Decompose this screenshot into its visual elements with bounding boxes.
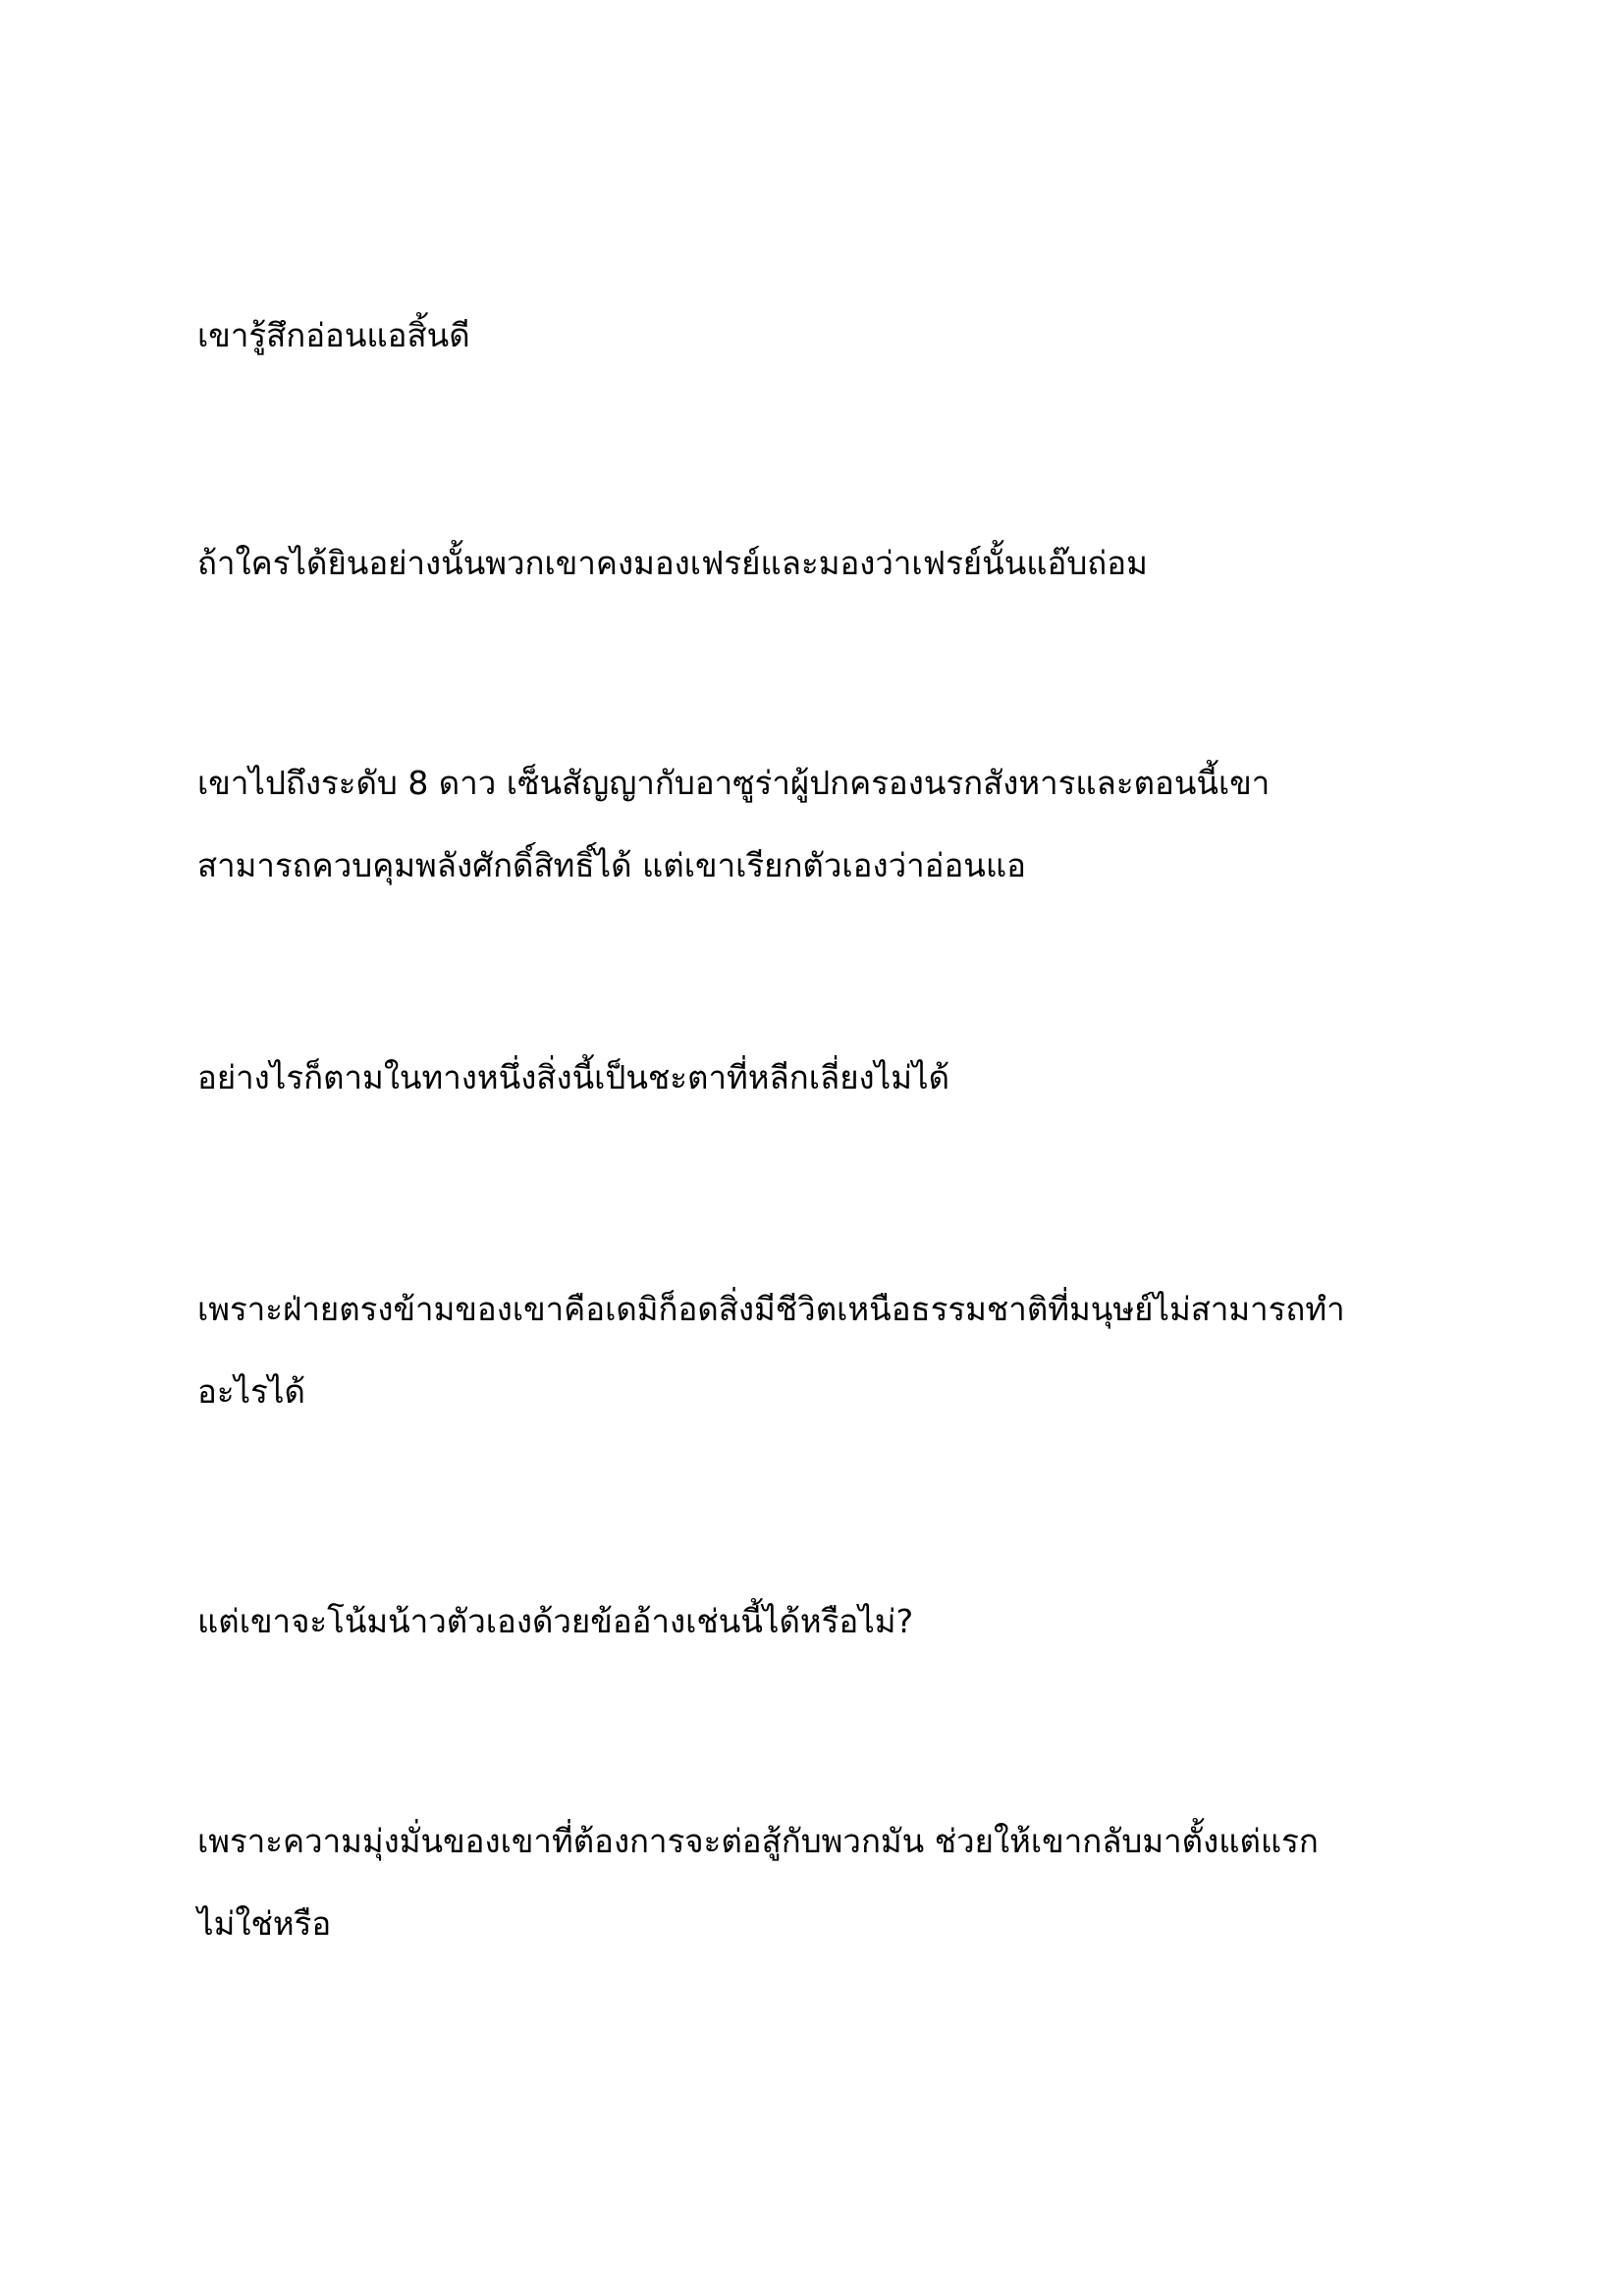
paragraph-line: เพราะความมุ่งมั่นของเขาที่ต้องการจะต่อสู้กับพวกมัน ช่วยให้เขากลับมาตั้งแต่แรก [197, 1822, 1319, 1860]
paragraph-4 [197, 1037, 1474, 1119]
paragraph-5 [197, 1268, 1474, 1433]
paragraph-1 [197, 294, 1474, 377]
paragraph-line: เขารู้สึกอ่อนแอสิ้นดี [197, 316, 470, 354]
paragraph-line: ถ้าใครได้ยินอย่างนั้นพวกเขาคงมองเฟรย์และมองว่าเฟรย์นั้นแอ๊บถ่อม [197, 544, 1148, 582]
paragraph-line: แต่เขาจะโน้มน้าวตัวเองด้วยข้ออ้างเช่นนี้ได้หรือไม่? [197, 1602, 914, 1640]
paragraph-7 [197, 1800, 1474, 1965]
paragraph-line: อะไรได้ [197, 1372, 305, 1411]
paragraph-line: ไม่ใช่หรือ [197, 1904, 332, 1943]
paragraph-2 [197, 522, 1474, 605]
paragraph-6 [197, 1580, 1474, 1663]
paragraph-line: สามารถควบคุมพลังศักดิ์สิทธิ์ได้ แต่เขาเรียกตัวเองว่าอ่อนแอ [197, 846, 1026, 884]
paragraph-line: อย่างไรก็ตามในทางหนึ่งสิ่งนี้เป็นชะตาที่หลีกเลี่ยงไม่ได้ [197, 1058, 950, 1096]
paragraph-3 [197, 742, 1474, 907]
paragraph-line: เขาไปถึงระดับ 8 ดาว เซ็นสัญญากับอาซูร่าผู้ปกครองนรกสังหารและตอนนี้เขา [197, 764, 1271, 802]
paragraph-line: เพราะฝ่ายตรงข้ามของเขาคือเดมิก็อดสิ่งมีชีวิตเหนือธรรมชาติที่มนุษย์ไม่สามารถทำ [197, 1290, 1345, 1328]
